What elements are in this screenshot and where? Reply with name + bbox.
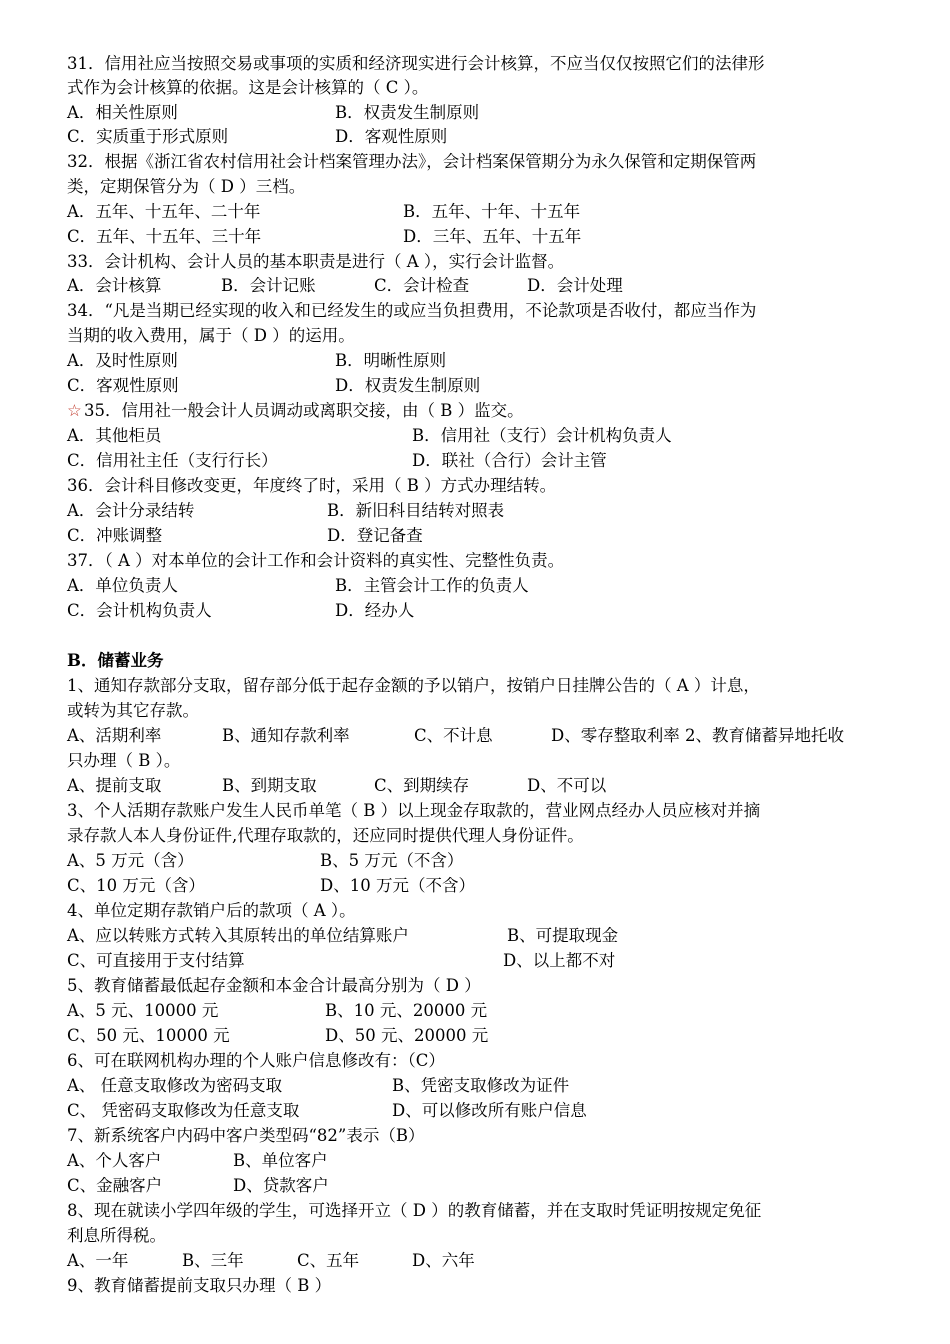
option-b: B、5 万元（不含） bbox=[320, 851, 464, 870]
option-c: C．五年、十五年、三十年 bbox=[67, 227, 262, 246]
option-a: A．及时性原则 bbox=[67, 351, 178, 370]
option-d: D．经办人 bbox=[335, 601, 415, 620]
option-b: B．明晰性原则 bbox=[335, 351, 447, 370]
option-c: C．实质重于形式原则 bbox=[67, 127, 229, 146]
text: 34．“凡是当期已经实现的收入和已经发生的或应当负担费用，不论款项是否收付，都应当作为 bbox=[67, 301, 757, 320]
text: 利息所得税。 bbox=[67, 1226, 166, 1245]
option-d: D、贷款客户 bbox=[233, 1176, 329, 1195]
option-d: D、六年 bbox=[412, 1251, 475, 1270]
option-a: A、个人客户 bbox=[67, 1151, 162, 1170]
option-c: C．客观性原则 bbox=[67, 376, 179, 395]
option-b: B、凭密支取修改为证件 bbox=[392, 1076, 570, 1095]
option-d: D、不可以 bbox=[527, 776, 607, 795]
option-c: C、不计息 bbox=[414, 726, 493, 745]
star-icon: ☆ bbox=[67, 401, 82, 420]
option-b: B．会计记账 bbox=[221, 276, 316, 295]
option-b: B．五年、十年、十五年 bbox=[403, 202, 581, 221]
text: 录存款人本人身份证件,代理存取款的，还应同时提供代理人身份证件。 bbox=[67, 826, 584, 845]
option-a: A．会计分录结转 bbox=[67, 501, 195, 520]
text: 35．信用社一般会计人员调动或离职交接，由（ B ）监交。 bbox=[84, 401, 524, 420]
text: 6、可在联网机构办理的个人账户信息修改有：（C） bbox=[67, 1051, 445, 1070]
text: 32．根据《浙江省农村信用社会计档案管理办法》，会计档案保管期分为永久保管和定期保管两 bbox=[67, 152, 757, 171]
text: 33．会计机构、会计人员的基本职责是进行（ A ），实行会计监督。 bbox=[67, 252, 565, 271]
option-b: B、单位客户 bbox=[233, 1151, 328, 1170]
option-c: C、可直接用于支付结算 bbox=[67, 951, 245, 970]
text: 1、通知存款部分支取，留存部分低于起存金额的予以销户，按销户日挂牌公告的（ A ）计息， bbox=[67, 676, 760, 695]
option-a: A、一年 bbox=[67, 1251, 129, 1270]
text: 37．（ A ）对本单位的会计工作和会计资料的真实性、完整性负责。 bbox=[67, 551, 565, 570]
option-a: A、活期利率 bbox=[67, 726, 162, 745]
option-d: D．登记备查 bbox=[327, 526, 423, 545]
text: 5、教育储蓄最低起存金额和本金合计最高分别为（ D ） bbox=[67, 976, 481, 995]
option-b: B、10 元、20000 元 bbox=[325, 1001, 488, 1020]
option-d: D、以上都不对 bbox=[503, 951, 616, 970]
option-c: C．冲账调整 bbox=[67, 526, 163, 545]
option-a: A．单位负责人 bbox=[67, 576, 178, 595]
option-c: C、到期续存 bbox=[374, 776, 470, 795]
option-c: C．信用社主任（支行行长） bbox=[67, 451, 278, 470]
option-b: B．信用社（支行）会计机构负责人 bbox=[412, 426, 672, 445]
option-a: A、 任意支取修改为密码支取 bbox=[67, 1076, 283, 1095]
text: 7、新系统客户内码中客户类型码“82”表示（B） bbox=[67, 1126, 425, 1145]
text: 9、教育储蓄提前支取只办理（ B ） bbox=[67, 1276, 332, 1295]
option-c: C．会计机构负责人 bbox=[67, 601, 212, 620]
option-d: D．客观性原则 bbox=[335, 127, 448, 146]
text: 类，定期保管分为（ D ）三档。 bbox=[67, 177, 306, 196]
option-d: D．三年、五年、十五年 bbox=[403, 227, 582, 246]
option-d: D、50 元、20000 元 bbox=[325, 1026, 489, 1045]
option-a: A．会计核算 bbox=[67, 276, 162, 295]
option-b: B．权责发生制原则 bbox=[335, 103, 480, 122]
text: 当期的收入费用，属于（ D ）的运用。 bbox=[67, 326, 355, 345]
text: 31．信用社应当按照交易或事项的实质和经济现实进行会计核算，不应当仅仅按照它们的法律形 bbox=[67, 54, 765, 73]
option-d: D．联社（合行）会计主管 bbox=[412, 451, 607, 470]
option-b: B．主管会计工作的负责人 bbox=[335, 576, 529, 595]
text: 4、单位定期存款销户后的款项（ A ）。 bbox=[67, 901, 356, 920]
option-c: C、 凭密码支取修改为任意支取 bbox=[67, 1101, 300, 1120]
text: 8、现在就读小学四年级的学生，可选择开立（ D ）的教育储蓄，并在支取时凭证明按规定免征 bbox=[67, 1201, 762, 1220]
text: 只办理（ B ）。 bbox=[67, 751, 181, 770]
option-a: A、提前支取 bbox=[67, 776, 162, 795]
option-b: B、三年 bbox=[182, 1251, 244, 1270]
option-d: D、零存整取利率 2、教育储蓄异地托收 bbox=[551, 726, 844, 745]
option-d: D、10 万元（不含） bbox=[320, 876, 475, 895]
option-b: B．新旧科目结转对照表 bbox=[327, 501, 505, 520]
option-a: A、应以转账方式转入其原转出的单位结算账户 bbox=[67, 926, 409, 945]
option-d: D．权责发生制原则 bbox=[335, 376, 481, 395]
option-c: C、五年 bbox=[297, 1251, 360, 1270]
text: 或转为其它存款。 bbox=[67, 701, 199, 720]
text: B．储蓄业务 bbox=[67, 651, 164, 670]
option-a: A、5 万元（含） bbox=[67, 851, 194, 870]
option-b: B、可提取现金 bbox=[507, 926, 619, 945]
option-c: C．会计检查 bbox=[374, 276, 470, 295]
option-b: B、到期支取 bbox=[222, 776, 317, 795]
option-c: C、50 元、10000 元 bbox=[67, 1026, 230, 1045]
text: 式作为会计核算的依据。这是会计核算的（ C ）。 bbox=[67, 78, 429, 97]
option-d: D、可以修改所有账户信息 bbox=[392, 1101, 587, 1120]
option-c: C、10 万元（含） bbox=[67, 876, 205, 895]
text: 3、个人活期存款账户发生人民币单笔（ B ）以上现金存取款的，营业网点经办人员应核对并摘 bbox=[67, 801, 761, 820]
text: 36．会计科目修改变更，年度终了时，采用（ B ）方式办理结转。 bbox=[67, 476, 557, 495]
option-d: D．会计处理 bbox=[527, 276, 623, 295]
option-a: A、5 元、10000 元 bbox=[67, 1001, 219, 1020]
option-b: B、通知存款利率 bbox=[222, 726, 350, 745]
option-c: C、金融客户 bbox=[67, 1176, 163, 1195]
option-a: A．其他柜员 bbox=[67, 426, 162, 445]
option-a: A．五年、十五年、二十年 bbox=[67, 202, 261, 221]
option-a: A．相关性原则 bbox=[67, 103, 178, 122]
